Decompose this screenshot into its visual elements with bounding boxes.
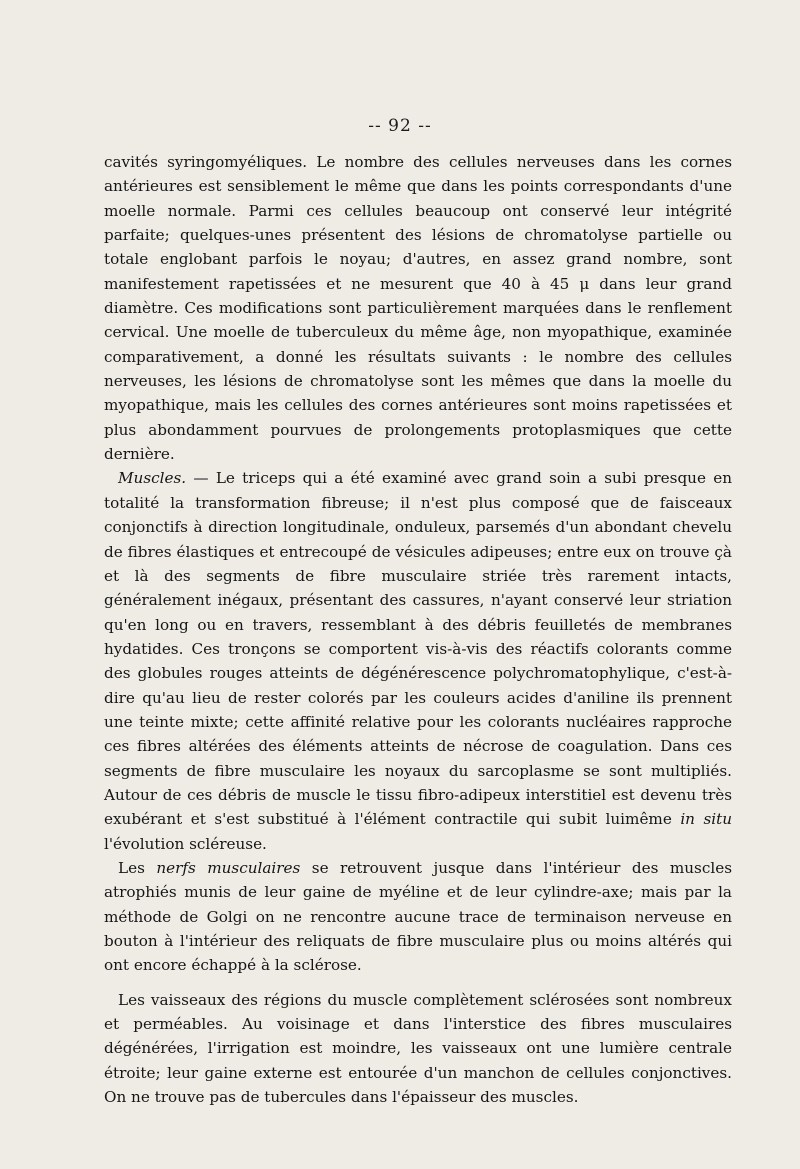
body-text [104, 150, 732, 1109]
paragraph-3-text: se retrouvent jusque dans l'intérieur des muscles atrophiés munis de leur gaine de myéline et de leur cylindre-axe; mais par la méthode de Golgi on ne rencontre aucune trace de terminaison nerveuse en bouton à l'intérieur des reliquats de fibre musculaire plus ou moins altérés qui ont encore échappé à la sclérose. [104, 858, 732, 975]
paragraph-2-tail: l'évolution scléreuse. [104, 834, 267, 853]
paragraph-2-text: — Le triceps qui a été examiné avec grand soin a subi presque en totalité la transformation fibreuse; il n'est plus composé que de faisceaux conjonctifs à direction longitudinale, onduleux, parsemés d'un abondant chevelu de fibres élastiques et entrecoupé de vésicules adipeuses; entre eux on trouve çà et là des segments de fibre musculaire striée très rarement intacts, généralement inégaux, présentant des cassures, n'ayant conservé leur striation qu'en long ou en travers, ressemblant à des débris feuilletés de membranes hydatides. Ces tronçons se comportent vis-à-vis des réactifs colorants comme des globules rouges atteints de dégénérescence polychromatophylique, c'est-à-dire qu'au lieu de rester colorés par les couleurs acides d'aniline ils prennent une teinte mixte; cette affinité relative pour les colorants nucléaires rapproche ces fibres altérées des éléments atteints de nécrose de coagulation. Dans ces segments de fibre musculaire les noyaux du sarcoplasme se sont multipliés. Autour de ces débris de muscle le tissu fibro-adipeux interstitiel est devenu très exubérant et s'est substitué à l'élément contractile qui subit luimême [104, 469, 732, 829]
paragraph-2-italic: in situ [680, 810, 732, 829]
paragraph-3-italic: nerfs musculaires [156, 858, 301, 877]
paragraph-1: cavités syringomyéliques. Le nombre des cellules nerveuses dans les cornes antérieures est sensiblement le même que dans les points correspondants d'une moelle normale. Parmi ces cellules beaucoup ont conservé leur intégrité parfaite; quelques-unes présentent des lésions de chromatolyse partielle ou totale englobant parfois le noyau; d'autres, en assez grand nombre, sont manifestement rapetissées et ne mesurent que 40 à 45 μ dans leur grand diamètre. Ces modifications sont particulièrement marquées dans le renflement cervical. Une moelle de tuberculeux du même âge, non myopathique, examinée comparativement, a donné les résultats suivants : le nombre des cellules nerveuses, les lésions de chromatolyse sont les mêmes que dans la moelle du myopathique, mais les cellules des cornes antérieures sont moins rapetissées et plus abondamment pourvues de prolongements protoplasmiques que cette dernière. [104, 153, 732, 464]
paragraph-4: Les vaisseaux des régions du muscle complètement sclérosées sont nombreux et perméables. Au voisinage et dans l'interstice des fibres musculaires dégénérées, l'irrigation est moindre, les vaisseaux ont une lumière centrale étroite; leur gaine externe est entourée d'un manchon de cellules conjonctives. On ne trouve pas de tubercules dans l'épaisseur des muscles. [104, 990, 732, 1107]
paragraph-3-head: Les [118, 858, 157, 877]
paragraph-3 [104, 856, 732, 978]
page-number: -- 92 -- [368, 116, 432, 136]
paragraph-2 [104, 466, 732, 856]
section-heading-muscles: Muscles. [118, 469, 187, 488]
